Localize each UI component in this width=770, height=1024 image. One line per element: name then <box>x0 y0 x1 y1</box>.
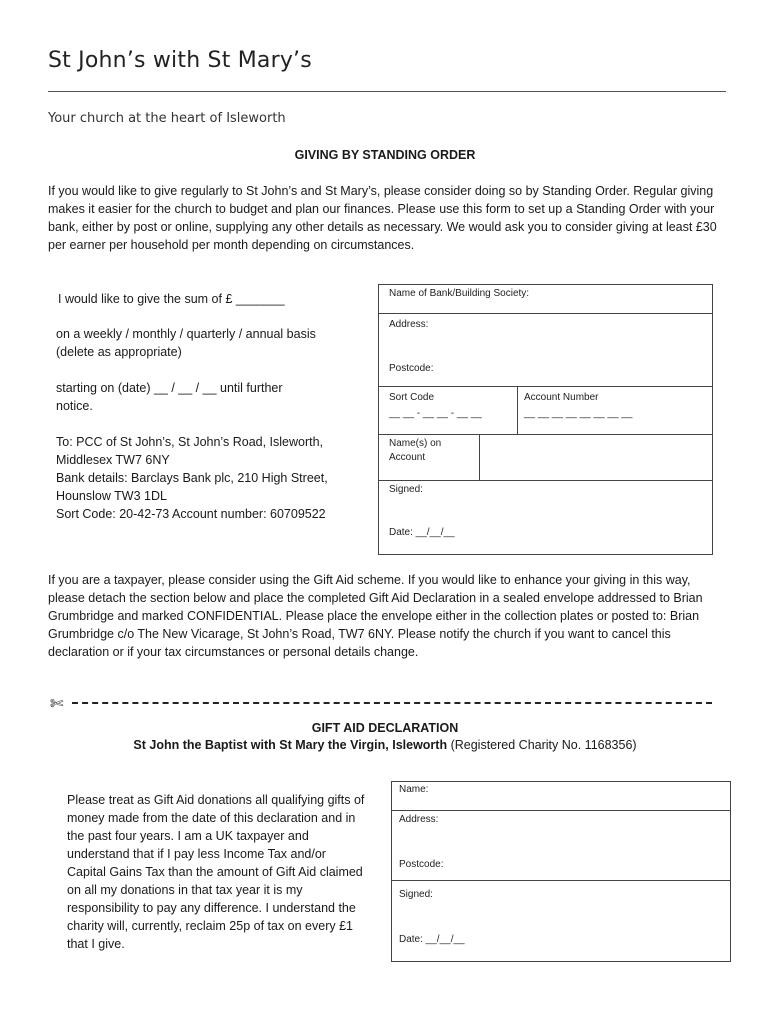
address-field[interactable]: Address: <box>389 319 429 330</box>
bank-details: Bank details: Barclays Bank plc, 210 High Street, <box>56 471 328 485</box>
sort-code-label: Sort Code <box>389 392 435 403</box>
charity-name: St John the Baptist with St Mary the Virgin, Isleworth <box>133 738 448 752</box>
tagline: Your church at the heart of Isleworth <box>48 111 286 126</box>
gift-aid-declaration: Please treat as Gift Aid donations all qualifying gifts of money made from the date of this declaration and in the past four years. I am a UK taxpayer and understand that if I pay less Income Tax and/or Capital Gains Tax than the amount of Gift Aid claimed on all my donations in that tax year it is my responsibility to pay any difference. I understand the charity will, currently, reclaim 25p of tax on every £1 that I give. <box>67 793 365 951</box>
charity-line <box>0 738 770 752</box>
basis-note: (delete as appropriate) <box>56 345 182 359</box>
account-number-field[interactable]: __ __ __ __ __ __ __ __ <box>524 408 633 419</box>
account-names-label: Name(s) on <box>389 438 442 449</box>
bank-address: Hounslow TW3 1DL <box>56 489 167 503</box>
cut-line <box>72 702 712 704</box>
start-date-line: starting on (date) __ / __ / __ until further <box>56 381 283 395</box>
signature-field[interactable]: Signed: <box>389 484 423 495</box>
sort-code-account: Sort Code: 20-42-73 Account number: 60709522 <box>56 507 326 521</box>
start-date-note: notice. <box>56 399 93 413</box>
donor-signature-field[interactable]: Signed: <box>399 889 433 900</box>
standing-order-intro: If you would like to give regularly to St John’s and St Mary’s, please consider doing so by Standing Order. Regular giving makes it easier for the church to budget and plan our finances. Please use this form to set up a Standing Order with your bank, either by post or online, supplying any other details as necessary. We would ask you to consider giving at least £30 per earner per household per month depending on circumstances. <box>48 184 717 252</box>
gift-aid-heading: GIFT AID DECLARATION <box>311 721 459 735</box>
account-names-label-2: Account <box>389 452 426 463</box>
sort-code-field[interactable]: __ __ - __ __ - __ __ <box>389 408 482 419</box>
sum-line: I would like to give the sum of £ _______ <box>58 292 285 306</box>
account-names-field[interactable] <box>481 436 711 478</box>
standing-order-heading: GIVING BY STANDING ORDER <box>294 148 476 162</box>
scissors-icon: ✄ <box>50 696 64 713</box>
donor-address-field[interactable]: Address: <box>399 814 439 825</box>
header-divider <box>48 91 726 92</box>
payee-address: Middlesex TW7 6NY <box>56 453 170 467</box>
payee-line: To: PCC of St John’s, St John’s Road, Isleworth, <box>56 435 324 449</box>
account-number-label: Account Number <box>524 392 599 403</box>
gift-aid-intro: If you are a taxpayer, please consider using the Gift Aid scheme. If you would like to enhance your giving in this way, please detach the section below and place the completed Gift Aid Declaration in a sealed envelope addressed to Brian Grumbridge and marked CONFIDENTIAL. Please place the envelope either in the collection plates or posted to: Brian Grumbridge c/o The New Vicarage, St John’s Road, TW7 6NY. Please notify the church if you want to cancel this declaration or if your tax circumstances or personal details change. <box>48 573 703 659</box>
date-field[interactable]: Date: __/__/__ <box>389 527 455 538</box>
basis-line: on a weekly / monthly / quarterly / annual basis <box>56 327 316 341</box>
bank-name-field[interactable]: Name of Bank/Building Society: <box>389 288 530 299</box>
donor-name-field[interactable]: Name: <box>399 784 429 795</box>
donor-postcode-field[interactable]: Postcode: <box>399 859 444 870</box>
charity-number: (Registered Charity No. 1168356) <box>450 738 637 752</box>
postcode-field[interactable]: Postcode: <box>389 363 434 374</box>
page-title: St John’s with St Mary’s <box>48 48 312 73</box>
donor-date-field[interactable]: Date: __/__/__ <box>399 934 465 945</box>
